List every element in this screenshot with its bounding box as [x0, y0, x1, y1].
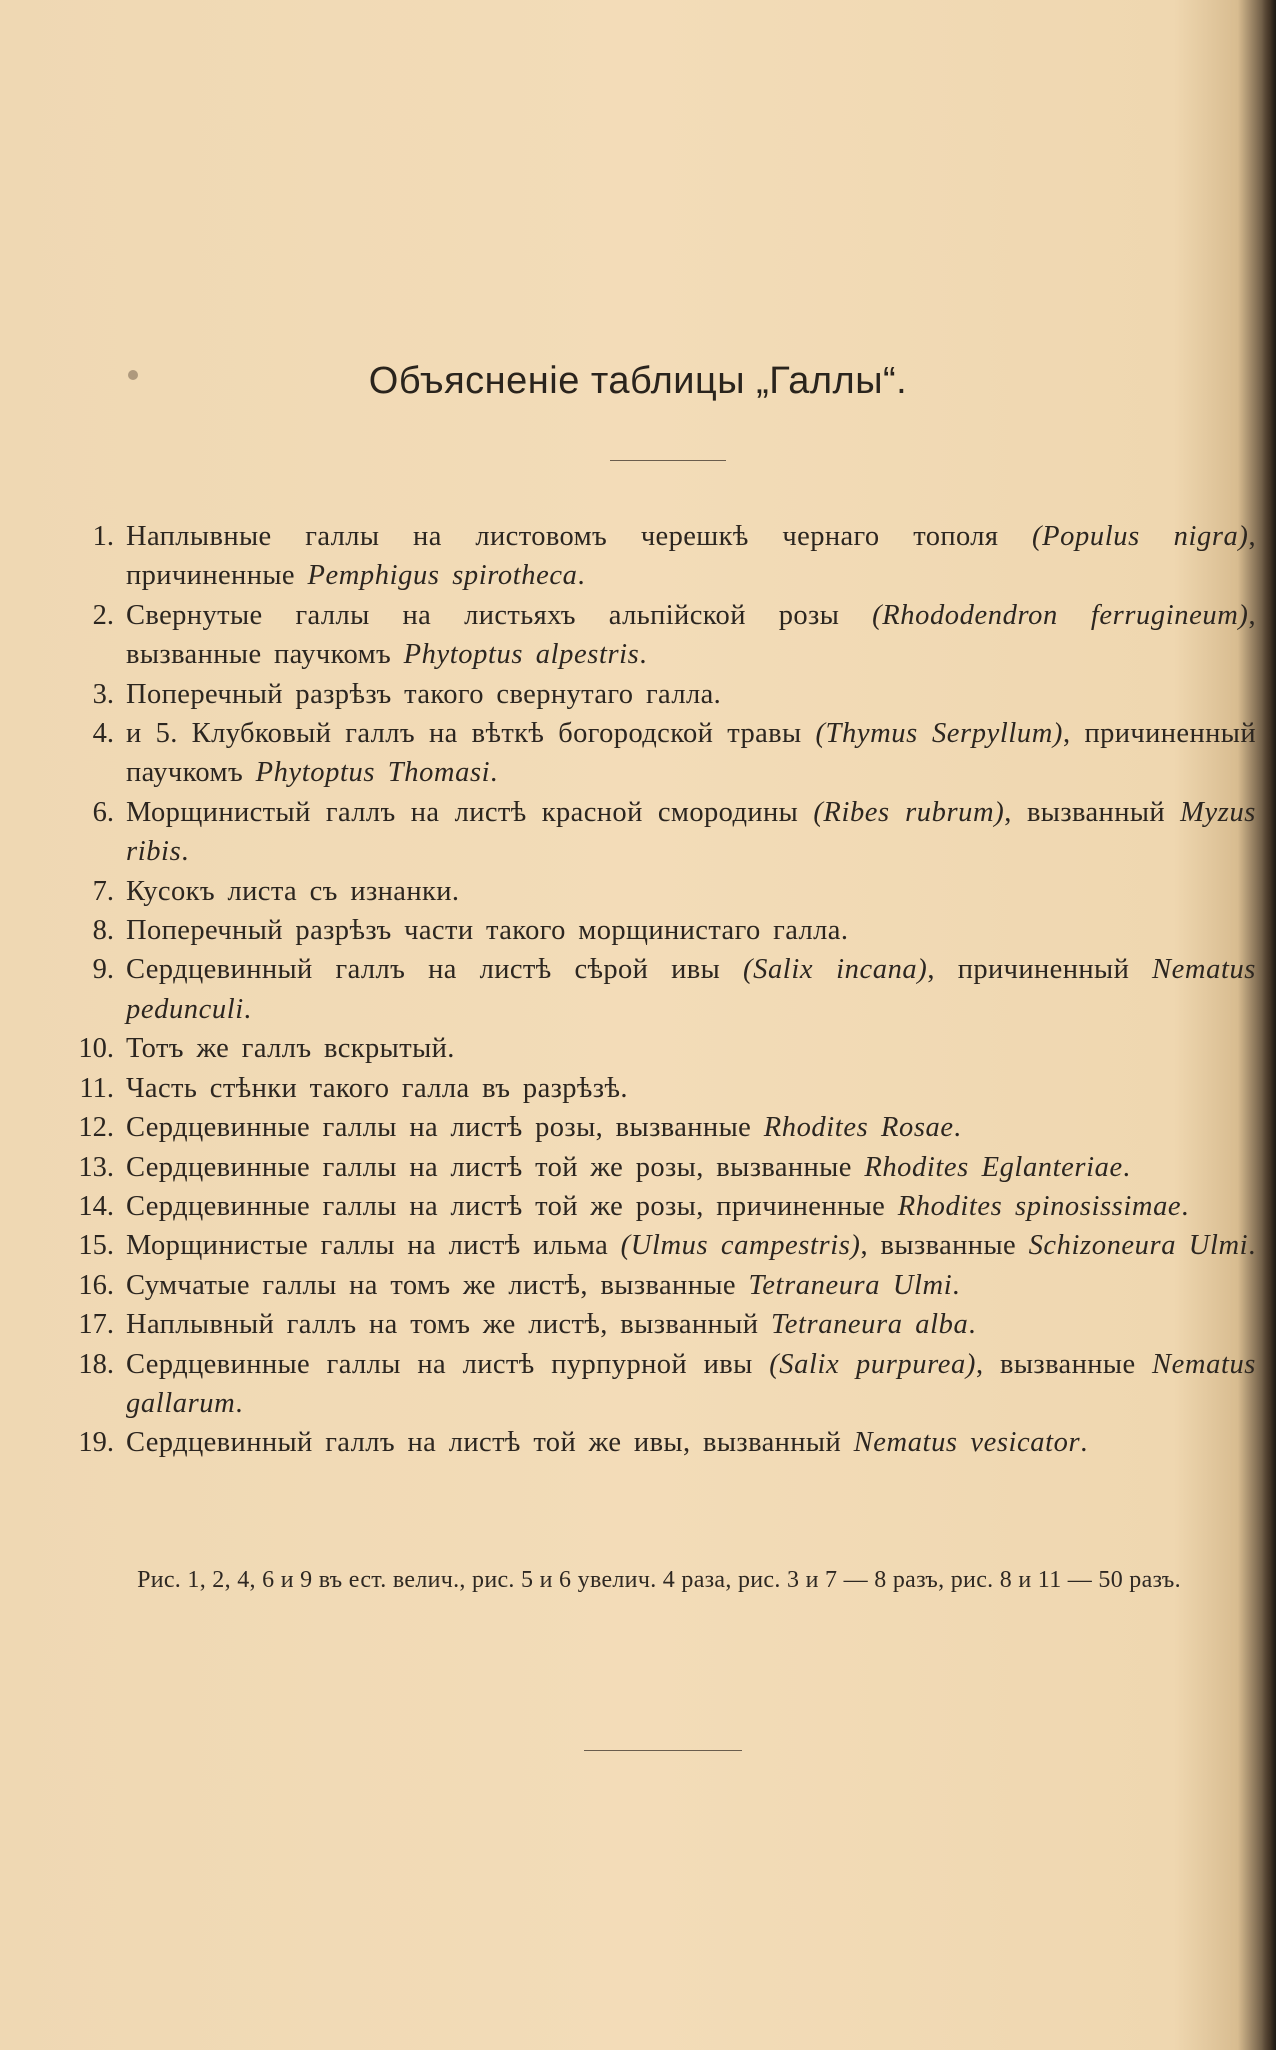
text-segment: Морщинистые галлы на листѣ ильма — [126, 1230, 621, 1262]
text-segment: . — [490, 757, 498, 789]
list-item — [60, 1266, 1256, 1305]
text-segment: . — [952, 1269, 960, 1301]
list-item — [60, 675, 1256, 714]
text-segment: Сердцевинные галлы на листѣ пурпурной ивы — [126, 1348, 770, 1380]
item-text — [126, 1069, 1256, 1108]
latin-name: Tetraneura alba — [770, 1309, 969, 1341]
end-divider — [584, 1750, 742, 1751]
latin-name: Pemphigus spirotheca — [307, 560, 578, 592]
item-number: 2. — [92, 599, 114, 631]
list-item — [60, 1423, 1256, 1462]
text-segment: , причиненный — [927, 954, 1153, 986]
title-divider — [610, 460, 726, 461]
latin-name: (Thymus Serpyllum) — [815, 718, 1063, 750]
item-number: 10. — [78, 1033, 114, 1065]
latin-name: Schizoneura Ulmi — [1028, 1230, 1249, 1262]
text-segment: . — [1248, 1230, 1256, 1262]
text-segment: Сердцевинные галлы на листѣ той же розы, причиненные — [126, 1190, 898, 1222]
item-text — [126, 1266, 1256, 1305]
latin-name: Phytoptus Thomasi — [255, 757, 491, 789]
item-number: 14. — [78, 1190, 114, 1222]
page-title: Объясненіе таблицы „Галлы“. — [368, 360, 908, 402]
text-segment: . — [968, 1309, 976, 1341]
item-number: 8. — [92, 915, 114, 947]
list-item — [60, 1029, 1256, 1068]
latin-name: Phytoptus alpestris — [403, 639, 640, 671]
item-number: 3. — [92, 678, 114, 710]
text-segment: . — [1080, 1427, 1088, 1459]
list-item — [60, 517, 1256, 596]
text-segment: . — [953, 1112, 962, 1144]
magnification-caption: Рис. 1, 2, 4, 6 и 9 въ ест. велич., рис. 5 и 6 увелич. 4 раза, рис. 3 и 7 — 8 разъ, рис. 8 и 11 — 50 разъ. — [137, 1567, 1181, 1593]
list-item — [60, 872, 1256, 911]
text-segment: . — [243, 993, 252, 1025]
text-segment: . — [181, 836, 189, 868]
list-item — [60, 793, 1256, 872]
text-segment: . — [577, 560, 586, 592]
item-text — [126, 714, 1256, 793]
text-segment: Тотъ же галлъ вскрытый. — [126, 1033, 455, 1065]
latin-name: Rhodites Eglanteriae — [864, 1151, 1123, 1183]
item-text — [126, 1108, 1256, 1147]
list-item — [60, 714, 1256, 793]
text-segment: Поперечный разрѣзъ части такого морщинистаго галла. — [126, 915, 849, 947]
item-text — [126, 1029, 1256, 1068]
latin-name: Rhodites spinosissimae — [897, 1190, 1182, 1222]
latin-name: Nematus vesicator — [853, 1427, 1081, 1459]
list-item — [60, 950, 1256, 1029]
figure-explanation-list — [60, 517, 1256, 1463]
text-segment: , причиненный паучкомъ — [126, 718, 1256, 789]
text-segment: . — [639, 639, 647, 671]
item-number: 1. — [92, 521, 114, 552]
page-edge-shadow — [1262, 0, 1276, 2050]
item-text — [126, 793, 1256, 872]
item-number: 17. — [78, 1309, 114, 1341]
item-number: 16. — [78, 1269, 114, 1301]
text-segment: . — [1181, 1190, 1189, 1222]
latin-name: Nematus pedunculi — [126, 954, 1256, 1025]
text-segment: Поперечный разрѣзъ такого свернутаго галла. — [126, 678, 722, 710]
item-text — [126, 1423, 1256, 1462]
text-segment: . — [235, 1387, 243, 1419]
item-number: 9. — [92, 954, 114, 986]
item-text — [126, 675, 1256, 714]
item-number: 11. — [79, 1072, 114, 1104]
item-text — [126, 1345, 1256, 1424]
item-number: 19. — [78, 1427, 114, 1459]
latin-name: (Salix purpurea) — [769, 1348, 976, 1380]
latin-name: (Rhododendron ferrugineum) — [872, 599, 1249, 631]
item-number: 7. — [92, 875, 114, 907]
text-segment: . — [1122, 1151, 1131, 1183]
item-text — [126, 1226, 1256, 1265]
item-number: 15. — [78, 1230, 114, 1262]
text-segment: Сумчатые галлы на томъ же листѣ, вызванные — [126, 1269, 749, 1301]
text-segment: , вызванные паучкомъ — [126, 599, 1256, 671]
text-segment: Сердцевинный галлъ на листѣ сѣрой ивы — [126, 954, 744, 986]
text-segment: Наплывные галлы на листовомъ черешкѣ чернаго тополя — [126, 521, 1033, 552]
latin-name: Myzus ribis — [126, 796, 1256, 868]
list-item — [60, 1345, 1256, 1424]
latin-name: (Salix incana) — [743, 954, 928, 986]
list-item — [60, 1069, 1256, 1108]
list-item — [60, 1108, 1256, 1147]
latin-name: Rhodites Rosae — [763, 1112, 954, 1144]
text-segment: , причиненные — [126, 521, 1256, 592]
item-text — [126, 517, 1256, 596]
text-segment: , вызванный — [1004, 796, 1181, 828]
latin-name: Tetraneura Ulmi — [748, 1269, 953, 1301]
text-segment: , вызванные — [860, 1230, 1029, 1262]
item-text — [126, 1187, 1256, 1226]
text-segment: , вызванные — [975, 1348, 1153, 1380]
text-segment: Наплывный галлъ на томъ же листѣ, вызванный — [126, 1309, 771, 1341]
item-text — [126, 1148, 1256, 1187]
text-segment: Свернутые галлы на листьяхъ альпійской розы — [126, 599, 873, 631]
text-segment: Кусокъ листа съ изнанки. — [126, 875, 460, 907]
text-segment: Сердцевинные галлы на листѣ той же розы, вызванные — [126, 1151, 865, 1183]
latin-name: (Populus nigra) — [1032, 521, 1249, 552]
item-number: 4. — [92, 718, 114, 750]
text-segment: и 5. Клубковый галлъ на вѣткѣ богородской травы — [126, 718, 816, 750]
item-number: 13. — [78, 1151, 114, 1183]
item-text — [126, 872, 1256, 911]
list-item — [60, 911, 1256, 950]
text-segment: Сердцевинные галлы на листѣ розы, вызванные — [126, 1112, 764, 1144]
item-text — [126, 1305, 1256, 1344]
latin-name: (Ribes rubrum) — [813, 796, 1005, 828]
list-item — [60, 1226, 1256, 1265]
item-number: 12. — [78, 1112, 114, 1144]
latin-name: (Ulmus campestris) — [620, 1230, 861, 1262]
item-number: 18. — [78, 1348, 114, 1380]
latin-name: Nematus gallarum — [126, 1348, 1256, 1419]
item-number: 6. — [92, 796, 114, 828]
text-segment: Морщинистый галлъ на листѣ красной смородины — [126, 796, 814, 828]
list-item — [60, 596, 1256, 675]
item-text — [126, 911, 1256, 950]
list-item — [60, 1305, 1256, 1344]
list-item — [60, 1187, 1256, 1226]
item-text — [126, 596, 1256, 675]
item-text — [126, 950, 1256, 1029]
text-segment: Сердцевинный галлъ на листѣ той же ивы, вызванный — [126, 1427, 854, 1459]
list-item — [60, 1148, 1256, 1187]
text-segment: Часть стѣнки такого галла въ разрѣзѣ. — [126, 1072, 628, 1104]
